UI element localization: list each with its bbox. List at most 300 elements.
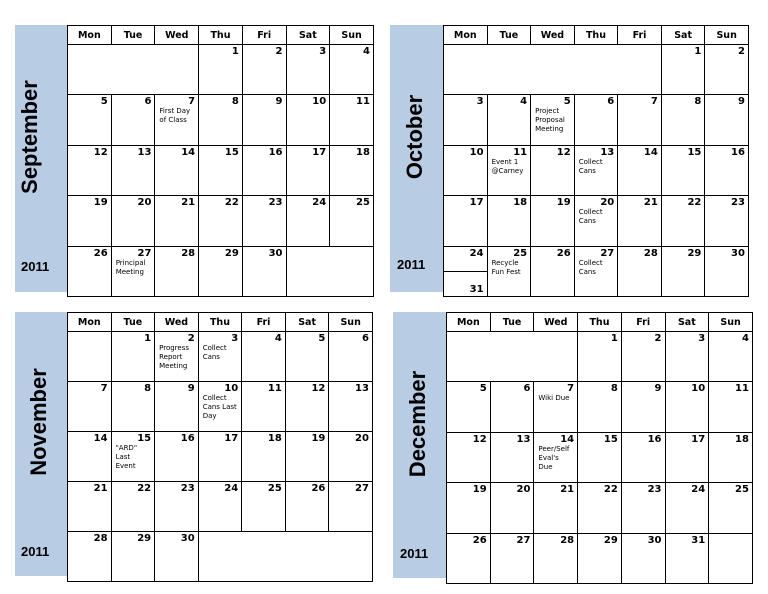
- day-number: 15: [687, 146, 702, 158]
- day-number: 13: [600, 146, 615, 158]
- week-row: [68, 482, 373, 532]
- empty-cell: [198, 532, 242, 582]
- day-number: 25: [513, 247, 528, 259]
- day-number: 18: [267, 433, 282, 444]
- weekday-header: Fri: [242, 26, 286, 45]
- weekday-header: Thu: [199, 26, 243, 45]
- day-number: 8: [144, 383, 152, 394]
- weekday-header: Wed: [155, 26, 199, 45]
- weekday-header: Fri: [242, 313, 286, 332]
- day-number: 30: [647, 534, 662, 546]
- day-cell: [155, 432, 199, 482]
- month-grid: [67, 25, 374, 297]
- week-row: [444, 246, 749, 296]
- day-cell: [444, 196, 488, 246]
- day-number: 16: [268, 146, 283, 158]
- day-cell: [199, 246, 243, 296]
- weekday-header: Tue: [111, 26, 155, 45]
- day-number: 20: [355, 433, 369, 444]
- day-cell: [242, 332, 286, 382]
- day-number: 8: [231, 96, 239, 108]
- day-number: 11: [267, 383, 282, 394]
- day-number: 10: [224, 383, 239, 394]
- day-number: 22: [137, 483, 152, 494]
- week-row: [68, 145, 374, 195]
- day-cell: [242, 45, 286, 95]
- day-number: 26: [556, 247, 571, 259]
- weekday-header: Sat: [286, 26, 330, 45]
- day-cell: [198, 332, 242, 382]
- day-number: 17: [224, 433, 239, 444]
- day-number: 3: [698, 333, 706, 344]
- weekday-header: Wed: [155, 313, 199, 332]
- day-number: 23: [731, 197, 745, 209]
- day-number: 7: [100, 383, 108, 394]
- empty-cell: [709, 533, 753, 583]
- day-cell: [705, 196, 749, 246]
- day-number: 1: [610, 333, 618, 344]
- weekday-header: Sun: [329, 313, 373, 332]
- day-number: 29: [137, 533, 152, 544]
- event-note: Collect Cans: [578, 208, 603, 226]
- day-cell: [285, 332, 329, 382]
- day-cell: [705, 45, 749, 95]
- empty-cell: [111, 45, 155, 95]
- day-number: 15: [137, 433, 152, 444]
- day-number: 13: [516, 433, 531, 445]
- day-cell: [444, 246, 488, 296]
- day-number: 9: [654, 383, 662, 395]
- weekday-header: Mon: [68, 313, 112, 332]
- event-note: Progress Report Meeting: [159, 344, 189, 370]
- day-cell: [68, 145, 112, 195]
- day-cell: [665, 382, 709, 432]
- day-number: 14: [93, 433, 108, 444]
- day-cell: [578, 332, 622, 382]
- day-cell: [705, 246, 749, 296]
- day-number: 6: [361, 333, 369, 344]
- empty-cell: [329, 532, 373, 582]
- day-cell: [329, 332, 373, 382]
- day-cell: [574, 246, 618, 296]
- day-number: 6: [523, 383, 531, 395]
- week-row: [444, 95, 749, 145]
- event-note: Event 1 @Carney: [491, 157, 524, 175]
- empty-cell: [534, 332, 578, 382]
- weekday-header: Fri: [621, 313, 665, 332]
- empty-cell: [242, 532, 286, 582]
- day-cell: [199, 145, 243, 195]
- day-cell: [621, 533, 665, 583]
- day-number: 3: [476, 96, 484, 108]
- day-cell: [155, 382, 199, 432]
- day-cell: [242, 246, 286, 296]
- day-cell: [68, 532, 112, 582]
- event-note: Recycle Fun Fest: [491, 258, 521, 276]
- month-grid: [67, 312, 373, 582]
- weekday-header: Mon: [444, 26, 488, 45]
- day-number: 2: [654, 333, 662, 344]
- day-number: 27: [355, 483, 369, 494]
- weekday-header: Tue: [487, 26, 531, 45]
- week-row: [68, 382, 373, 432]
- day-cell: [155, 145, 199, 195]
- day-cell: [665, 432, 709, 482]
- day-number: 26: [311, 483, 326, 494]
- day-number: 5: [563, 96, 571, 108]
- day-number: 12: [472, 433, 487, 445]
- day-cell: [661, 196, 705, 246]
- empty-cell: [487, 45, 531, 95]
- day-cell: [578, 483, 622, 533]
- week-row: [447, 382, 753, 432]
- day-number: 23: [268, 197, 283, 209]
- day-cell: [329, 432, 373, 482]
- day-number: 9: [737, 96, 745, 108]
- event-note: Principal Meeting: [115, 258, 146, 276]
- event-note: "ARD" Last Event: [115, 444, 138, 470]
- week-row: [447, 483, 753, 533]
- day-number: 28: [643, 247, 658, 259]
- day-number: 15: [224, 146, 239, 158]
- week-row: [68, 532, 373, 582]
- empty-cell: [286, 246, 330, 296]
- day-cell: [490, 533, 534, 583]
- day-cell: [665, 533, 709, 583]
- day-cell: [709, 483, 753, 533]
- day-cell: [578, 533, 622, 583]
- event-note: Project Proposal Meeting: [535, 107, 565, 134]
- day-cell: [286, 95, 330, 145]
- day-number: 17: [469, 197, 484, 209]
- day-cell: [285, 432, 329, 482]
- day-number: 23: [647, 484, 662, 496]
- day-cell: [490, 432, 534, 482]
- week-row: [68, 246, 374, 296]
- day-number: 19: [93, 197, 108, 209]
- empty-cell: [531, 45, 575, 95]
- day-number: 27: [516, 534, 531, 546]
- day-cell: [68, 482, 112, 532]
- weekday-header: Mon: [447, 313, 491, 332]
- day-cell: [242, 432, 286, 482]
- empty-cell: [285, 532, 329, 582]
- day-cell: [444, 145, 488, 195]
- day-cell: [242, 196, 286, 246]
- day-cell: [155, 196, 199, 246]
- day-number: 10: [691, 383, 706, 395]
- day-cell: [198, 382, 242, 432]
- day-cell: [531, 95, 575, 145]
- day-cell: [198, 482, 242, 532]
- day-number: 16: [180, 433, 195, 444]
- day-number: 21: [181, 197, 196, 209]
- day-cell: [487, 196, 531, 246]
- day-cell: [621, 432, 665, 482]
- day-cell: [447, 432, 491, 482]
- day-cell: [155, 95, 199, 145]
- day-number: 29: [224, 247, 239, 259]
- day-cell: [285, 482, 329, 532]
- month-title: October: [402, 94, 427, 180]
- month-title: November: [26, 368, 51, 476]
- day-number: 30: [731, 247, 745, 259]
- day-cell: [534, 483, 578, 533]
- day-number: 4: [741, 333, 749, 344]
- day-number: 23: [180, 483, 195, 494]
- day-number: 24: [691, 484, 706, 496]
- week-row: [447, 432, 753, 482]
- day-cell: [330, 95, 374, 145]
- day-number: 13: [355, 383, 369, 394]
- day-number: 25: [735, 484, 749, 496]
- day-cell: [242, 95, 286, 145]
- day-number: 3: [231, 333, 239, 344]
- day-cell: [155, 332, 199, 382]
- day-cell: [198, 432, 242, 482]
- weekday-header: Sat: [665, 313, 709, 332]
- day-number: 18: [513, 197, 528, 209]
- day-number: 9: [187, 383, 195, 394]
- day-number: 26: [93, 247, 108, 259]
- empty-cell: [444, 45, 488, 95]
- day-number: 19: [472, 484, 487, 496]
- day-cell: [199, 45, 243, 95]
- day-number: 11: [513, 146, 528, 158]
- month-title: September: [17, 80, 42, 194]
- day-number: 19: [556, 197, 571, 209]
- day-cell: [490, 483, 534, 533]
- empty-cell: [447, 332, 491, 382]
- day-cell: [578, 432, 622, 482]
- day-number: 7: [650, 96, 658, 108]
- day-cell: [621, 483, 665, 533]
- day-number: 24: [312, 197, 327, 209]
- day-cell: [286, 145, 330, 195]
- day-cell: [68, 246, 112, 296]
- week-row: [447, 332, 753, 382]
- day-cell: [111, 246, 155, 296]
- day-cell: [618, 196, 662, 246]
- day-number: 13: [137, 146, 152, 158]
- day-number: 12: [93, 146, 108, 158]
- week-row: [68, 45, 374, 95]
- event-note: First Day of Class: [159, 107, 191, 125]
- day-number: 10: [469, 146, 484, 158]
- day-number: 11: [356, 96, 370, 108]
- day-number: 21: [643, 197, 658, 209]
- weekday-header: Sun: [330, 26, 374, 45]
- event-note: Collect Cans: [578, 157, 603, 175]
- week-row: [68, 332, 373, 382]
- day-number: 24: [469, 247, 484, 259]
- day-cell: [618, 95, 662, 145]
- day-number: 5: [100, 96, 108, 108]
- month-grid: [443, 25, 749, 297]
- day-number: 5: [318, 333, 326, 344]
- day-cell: [330, 145, 374, 195]
- day-number: 6: [607, 96, 615, 108]
- day-cell: [531, 145, 575, 195]
- day-cell: [286, 196, 330, 246]
- week-row: [444, 45, 749, 95]
- day-cell: [111, 532, 155, 582]
- day-number: 14: [181, 146, 196, 158]
- year-label: 2011: [21, 544, 50, 559]
- weekday-header: Tue: [490, 313, 534, 332]
- weekday-header: Thu: [574, 26, 618, 45]
- empty-cell: [490, 332, 534, 382]
- event-note: Wiki Due: [538, 394, 570, 403]
- empty-cell: [574, 45, 618, 95]
- day-cell: [621, 332, 665, 382]
- day-number: 4: [362, 46, 370, 57]
- day-number: 1: [231, 46, 239, 57]
- day-cell: [705, 95, 749, 145]
- day-number: 14: [560, 433, 575, 445]
- day-number: 4: [520, 96, 528, 108]
- day-cell: [574, 95, 618, 145]
- day-cell: [330, 196, 374, 246]
- day-cell: [661, 145, 705, 195]
- day-number: 1: [694, 46, 702, 57]
- weekday-header: Thu: [578, 313, 622, 332]
- day-cell: [285, 382, 329, 432]
- day-cell: [329, 382, 373, 432]
- day-cell: [665, 483, 709, 533]
- day-number: 7: [188, 96, 196, 108]
- day-cell: [709, 332, 753, 382]
- day-cell: [329, 482, 373, 532]
- day-number: 12: [556, 146, 571, 158]
- day-cell: [155, 482, 199, 532]
- day-cell: [531, 246, 575, 296]
- day-cell: [618, 145, 662, 195]
- day-number: 17: [312, 146, 327, 158]
- day-number: 2: [275, 46, 283, 57]
- day-number: 28: [560, 534, 575, 546]
- day-number: 22: [687, 197, 702, 209]
- day-cell: [330, 45, 374, 95]
- day-number: 20: [516, 484, 531, 496]
- day-number: 22: [224, 197, 239, 209]
- week-row: [444, 145, 749, 195]
- day-number: 17: [691, 433, 706, 445]
- weekday-header: Sat: [661, 26, 705, 45]
- day-number: 2: [737, 46, 745, 57]
- day-number: 4: [274, 333, 282, 344]
- empty-cell: [330, 246, 374, 296]
- day-number: 2: [187, 333, 195, 344]
- day-cell: [661, 45, 705, 95]
- day-cell: [487, 246, 531, 296]
- day-cell: [68, 95, 112, 145]
- day-cell: [111, 95, 155, 145]
- day-number: 20: [137, 197, 152, 209]
- day-number: 20: [600, 197, 615, 209]
- year-label: 2011: [400, 546, 429, 561]
- day-cell: [199, 196, 243, 246]
- day-number: 16: [647, 433, 662, 445]
- day-cell: [574, 145, 618, 195]
- year-label: 2011: [397, 257, 426, 272]
- day-number: 31: [691, 534, 706, 546]
- day-number: 10: [312, 96, 327, 108]
- day-number: 15: [603, 433, 618, 445]
- day-cell: [709, 382, 753, 432]
- day-number: 21: [93, 483, 108, 494]
- day-cell: [661, 246, 705, 296]
- day-cell: [242, 382, 286, 432]
- weekday-header: Tue: [111, 313, 155, 332]
- event-note: Collect Cans: [578, 258, 603, 276]
- day-cell: [534, 432, 578, 482]
- day-number: 30: [180, 533, 195, 544]
- day-number: 26: [472, 534, 487, 546]
- cell-divider: [444, 271, 487, 272]
- day-number: 11: [735, 383, 749, 395]
- day-number: 1: [144, 333, 152, 344]
- event-note: Peer/Self Eval's Due: [538, 444, 570, 471]
- day-cell: [661, 95, 705, 145]
- day-cell: [199, 95, 243, 145]
- day-cell: [621, 382, 665, 432]
- day-number: 12: [311, 383, 326, 394]
- day-number: 3: [319, 46, 327, 57]
- day-number: 25: [267, 483, 282, 494]
- day-number: 7: [567, 383, 575, 395]
- weekday-header: Sun: [709, 313, 753, 332]
- day-number: 14: [643, 146, 658, 158]
- week-row: [444, 196, 749, 246]
- day-cell: [155, 246, 199, 296]
- day-number: 28: [181, 247, 196, 259]
- day-cell: [444, 95, 488, 145]
- week-row: [68, 432, 373, 482]
- weekday-header: Fri: [618, 26, 662, 45]
- day-cell: [286, 45, 330, 95]
- day-number: 8: [610, 383, 618, 395]
- day-cell: [68, 196, 112, 246]
- event-note: Collect Cans: [202, 344, 227, 361]
- month-title: December: [405, 370, 430, 478]
- day-cell: [111, 332, 155, 382]
- day-cell: [447, 483, 491, 533]
- year-label: 2011: [21, 259, 50, 274]
- day-cell: [111, 145, 155, 195]
- day-cell: [487, 95, 531, 145]
- empty-cell: [618, 45, 662, 95]
- day-cell: [242, 482, 286, 532]
- day-cell: [111, 196, 155, 246]
- event-note: Collect Cans Last Day: [202, 394, 237, 420]
- day-number: 28: [93, 533, 108, 544]
- day-number: 18: [735, 433, 749, 445]
- day-cell: [487, 145, 531, 195]
- week-row: [68, 196, 374, 246]
- day-cell: [447, 533, 491, 583]
- day-cell: [490, 382, 534, 432]
- day-number: 30: [268, 247, 283, 259]
- day-number: 29: [603, 534, 618, 546]
- empty-cell: [68, 332, 112, 382]
- day-number: 21: [560, 484, 575, 496]
- day-number: 25: [356, 197, 370, 209]
- empty-cell: [155, 45, 199, 95]
- day-number: 22: [603, 484, 618, 496]
- day-number: 19: [311, 433, 326, 444]
- weekday-header: Wed: [534, 313, 578, 332]
